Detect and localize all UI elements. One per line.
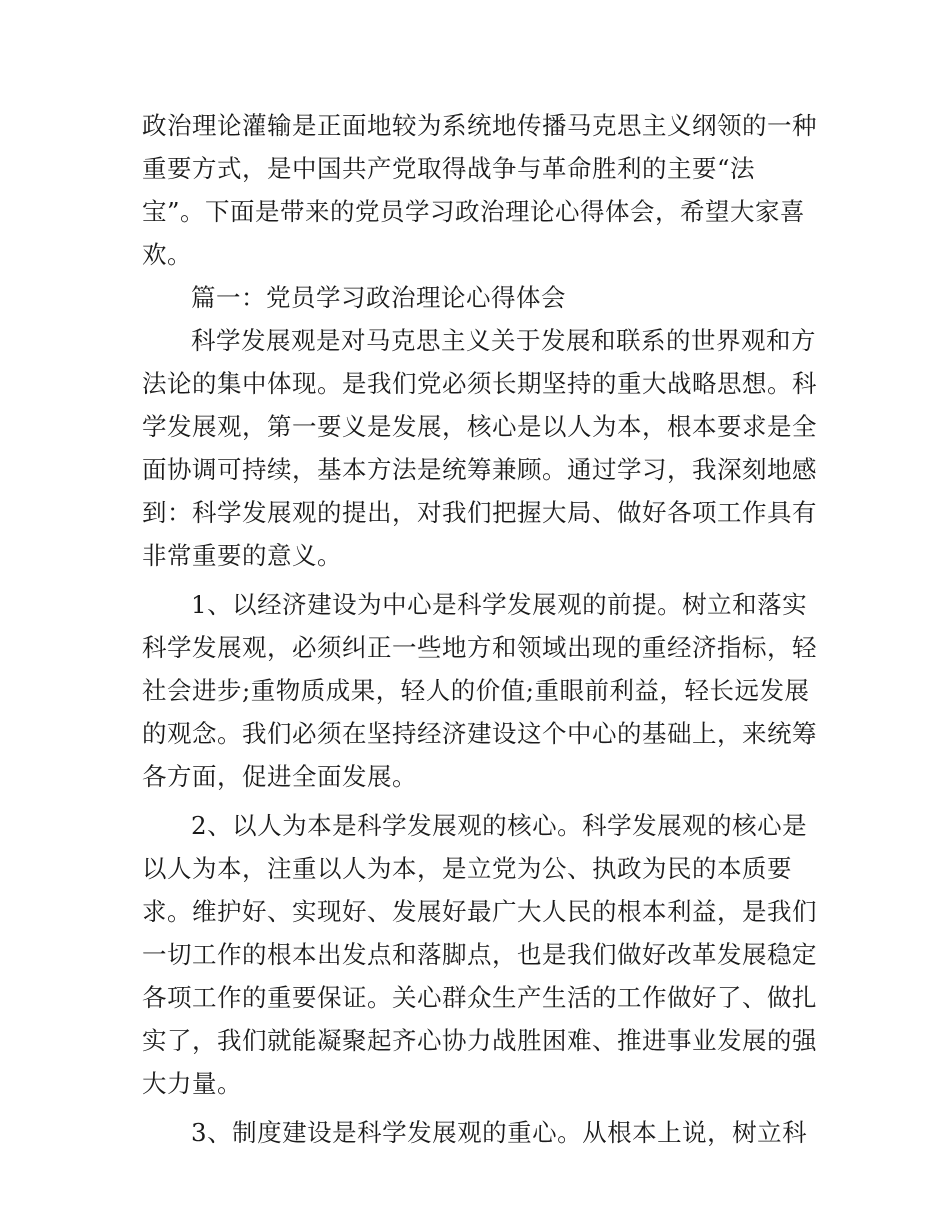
paragraph-2 (142, 583, 817, 798)
text-line: 一切工作的根本出发点和落脚点，也是我们做好改革发展稳定 (142, 940, 817, 969)
section-heading (142, 276, 812, 319)
document-body (142, 104, 817, 1154)
text-line: 欢。 (142, 240, 192, 269)
text-line: 2、以人为本是科学发展观的核心。科学发展观的核心是 (191, 811, 808, 840)
text-line: 社会进步;重物质成果，轻人的价值;重眼前利益，轻长远发展 (142, 676, 810, 705)
text-line: 的观念。我们必须在坚持经济建设这个中心的基础上，来统筹 (142, 719, 817, 748)
text-line: 宝”。下面是带来的党员学习政治理论心得体会，希望大家喜 (142, 197, 806, 226)
text-line: 法论的集中体现。是我们党必须长期坚持的重大战略思想。科 (142, 369, 817, 398)
text-line: 非常重要的意义。 (142, 541, 342, 570)
text-line: 面协调可持续，基本方法是统筹兼顾。通过学习，我深刻地感 (142, 455, 817, 484)
text-line: 科学发展观是对马克思主义关于发展和联系的世界观和方 (191, 326, 816, 355)
paragraph-1 (142, 319, 817, 577)
paragraph-3 (142, 804, 817, 1105)
text-line: 科学发展观，必须纠正一些地方和领域出现的重经济指标，轻 (142, 633, 817, 662)
heading-line: 篇一：党员学习政治理论心得体会 (191, 283, 566, 312)
text-line: 以人为本，注重以人为本，是立党为公、执政为民的本质要 (142, 854, 792, 883)
paragraph-4 (142, 1111, 812, 1154)
text-line: 3、制度建设是科学发展观的重心。从根本上说，树立科 (191, 1118, 808, 1147)
intro-paragraph (142, 104, 817, 276)
text-line: 实了，我们就能凝聚起齐心协力战胜困难、推进事业发展的强 (142, 1026, 817, 1055)
text-line: 1、以经济建设为中心是科学发展观的前提。树立和落实 (191, 590, 808, 619)
text-line: 到：科学发展观的提出，对我们把握大局、做好各项工作具有 (142, 498, 817, 527)
text-line: 各方面，促进全面发展。 (142, 762, 417, 791)
text-line: 学发展观，第一要义是发展，核心是以人为本，根本要求是全 (142, 412, 817, 441)
text-line: 政治理论灌输是正面地较为系统地传播马克思主义纲领的一种 (142, 111, 817, 140)
text-line: 各项工作的重要保证。关心群众生产生活的工作做好了、做扎 (142, 983, 817, 1012)
text-line: 重要方式，是中国共产党取得战争与革命胜利的主要“法 (142, 154, 756, 183)
text-line: 大力量。 (142, 1069, 242, 1098)
text-line: 求。维护好、实现好、发展好最广大人民的根本利益，是我们 (142, 897, 817, 926)
